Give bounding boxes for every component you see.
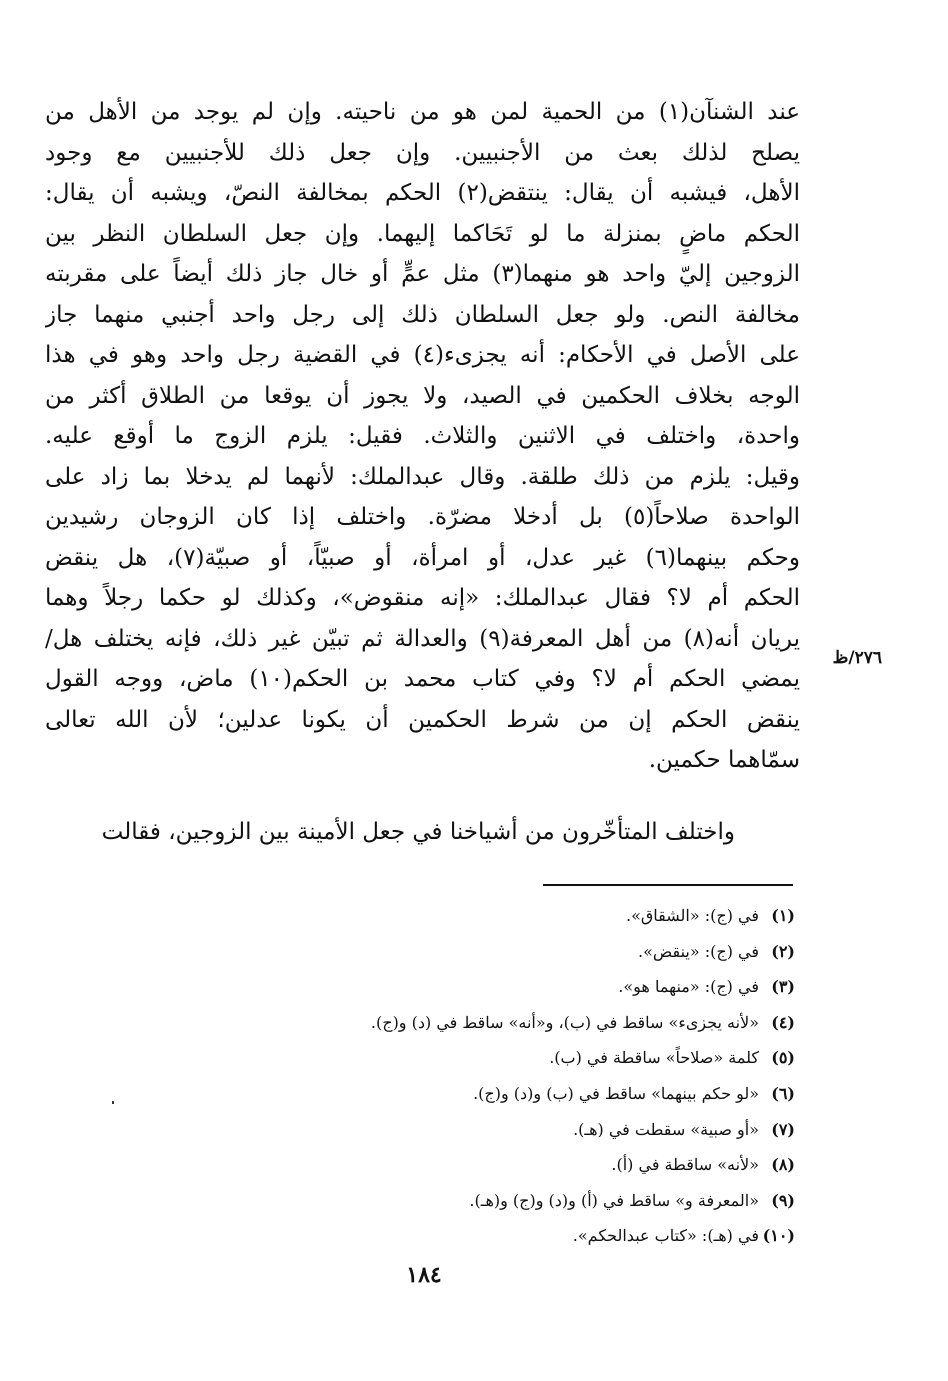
footnote-text: «المعرفة و» ساقط في (أ) و(د) و(ج) و(هـ). bbox=[469, 1190, 759, 1210]
text-line: الحكم ماضٍ بمنزلة ما لو تَحَاكما إليهما. وإن جعل السلطان النظر بين bbox=[45, 220, 800, 247]
footnote-number: (٥) bbox=[771, 1048, 795, 1068]
footnote-number: (١) bbox=[771, 906, 795, 925]
footnote bbox=[250, 1040, 795, 1076]
text-line: الوجه بخلاف الحكمين في الصيد، ولا يجوز أن يوقعا من الطلاق أكثر من bbox=[45, 382, 800, 409]
scan-speck bbox=[112, 1101, 114, 1104]
footnote bbox=[250, 1076, 795, 1112]
footnote-number: (٩) bbox=[771, 1190, 795, 1210]
text-line: الحكم أم لا؟ فقال عبدالملك: «إنه منقوض»، وكذلك لو حكما رجلاً وهما bbox=[45, 585, 800, 611]
text-line: مخالفة النص. ولو جعل السلطان ذلك إلى رجل واحد أجنبي منهما جاز bbox=[45, 301, 800, 328]
text-line: سمّاهما حكمين. bbox=[648, 747, 800, 773]
footnote-text: كلمة «صلاحاً» ساقطة في (ب). bbox=[549, 1048, 759, 1068]
text-line: على الأصل في الأحكام: أنه يجزىء(٤) في القضية رجل واحد وهو في هذا bbox=[45, 342, 800, 368]
second-paragraph: واختلف المتأخّرون من أشياخنا في جعل الأمينة بين الزوجين، فقالت bbox=[101, 819, 735, 845]
footnote-text: في (ج): «الشقاق». bbox=[626, 906, 759, 925]
footnote-number: (٦) bbox=[771, 1083, 795, 1103]
text-line: عند الشنآن(١) من الحمية لمن هو من ناحيته. وإن لم يوجد من الأهل من bbox=[45, 99, 800, 125]
text-line: الواحدة صلاحاً(٥) بل أدخلا مضرّة. واختلف إذا كان الزوجان رشيدين bbox=[45, 504, 800, 530]
footnote-text: «لأنه يجزىء» ساقط في (ب)، و«أنه» ساقط في (د) و(ج). bbox=[370, 1012, 759, 1032]
footnote bbox=[250, 1218, 795, 1254]
footnote-text: «لأنه» ساقطة في (أ). bbox=[611, 1155, 759, 1175]
text-line: وقيل: يلزم من ذلك طلقة. وقال عبدالملك: لأنهما لم يدخلا بما زاد على bbox=[45, 463, 800, 490]
main-paragraph bbox=[45, 92, 800, 781]
text-line: يمضي الحكم أم لا؟ وفي كتاب محمد بن الحكم(١٠) ماض، ووجه القول bbox=[45, 666, 800, 692]
footnote bbox=[250, 969, 795, 1005]
text-line: ينقض الحكم إن من شرط الحكمين أن يكونا عدلين؛ لأن الله تعالى bbox=[45, 706, 800, 733]
footnotes bbox=[250, 898, 795, 1254]
footnote-number: (٨) bbox=[771, 1155, 795, 1175]
footnote-text: «أو صبية» سقطت في (هـ). bbox=[573, 1119, 759, 1139]
page-number: ١٨٤ bbox=[406, 1262, 442, 1288]
footnote bbox=[250, 898, 795, 934]
text-line: يريان أنه(٨) من أهل المعرفة(٩) والعدالة ثم تبيّن غير ذلك، فإنه يختلف هل/ bbox=[45, 625, 800, 652]
footnote-text: «لو حكم بينهما» ساقط في (ب) و(د) و(ج). bbox=[473, 1083, 759, 1103]
text-line: الزوجين إليّ واحد هو منهما(٣) مثل عمٍّ أو خال جاز ذلك أيضاً على مقربته bbox=[45, 261, 800, 287]
footnote-separator bbox=[543, 884, 793, 886]
footnote bbox=[250, 1147, 795, 1183]
footnote-text: في (ج): «منهما هو». bbox=[618, 977, 759, 997]
footnote bbox=[250, 934, 795, 970]
footnote-number: (٧) bbox=[771, 1119, 795, 1139]
text-line: يصلح لذلك بعث من الأجنبيين. وإن جعل ذلك للأجنبيين مع وجود bbox=[45, 139, 800, 166]
text-line: وحكم بينهما(٦) غير عدل، أو امرأة، أو صبيّاً، أو صبيّة(٧)، هل ينقض bbox=[45, 544, 800, 571]
footnote bbox=[250, 1005, 795, 1041]
footnote-number: (٤) bbox=[771, 1012, 795, 1032]
footnote bbox=[250, 1112, 795, 1148]
footnote bbox=[250, 1183, 795, 1219]
footnote-text: في (ج): «ينقض». bbox=[638, 941, 759, 961]
text-line: واحدة، واختلف في الاثنين والثلاث. فقيل: يلزم الزوج ما أوقع عليه. bbox=[45, 423, 800, 449]
footnote-number: (١٠) bbox=[762, 1226, 795, 1246]
folio-margin-note: ٢٧٦/ظ bbox=[832, 648, 882, 668]
footnote-number: (٢) bbox=[771, 941, 795, 961]
text-line: الأهل، فيشبه أن يقال: ينتقض(٢) الحكم بمخالفة النصّ، ويشبه أن يقال: bbox=[45, 180, 800, 206]
footnote-text: في (هـ): «كتاب عبدالحكم». bbox=[572, 1226, 759, 1246]
footnote-number: (٣) bbox=[771, 977, 795, 997]
